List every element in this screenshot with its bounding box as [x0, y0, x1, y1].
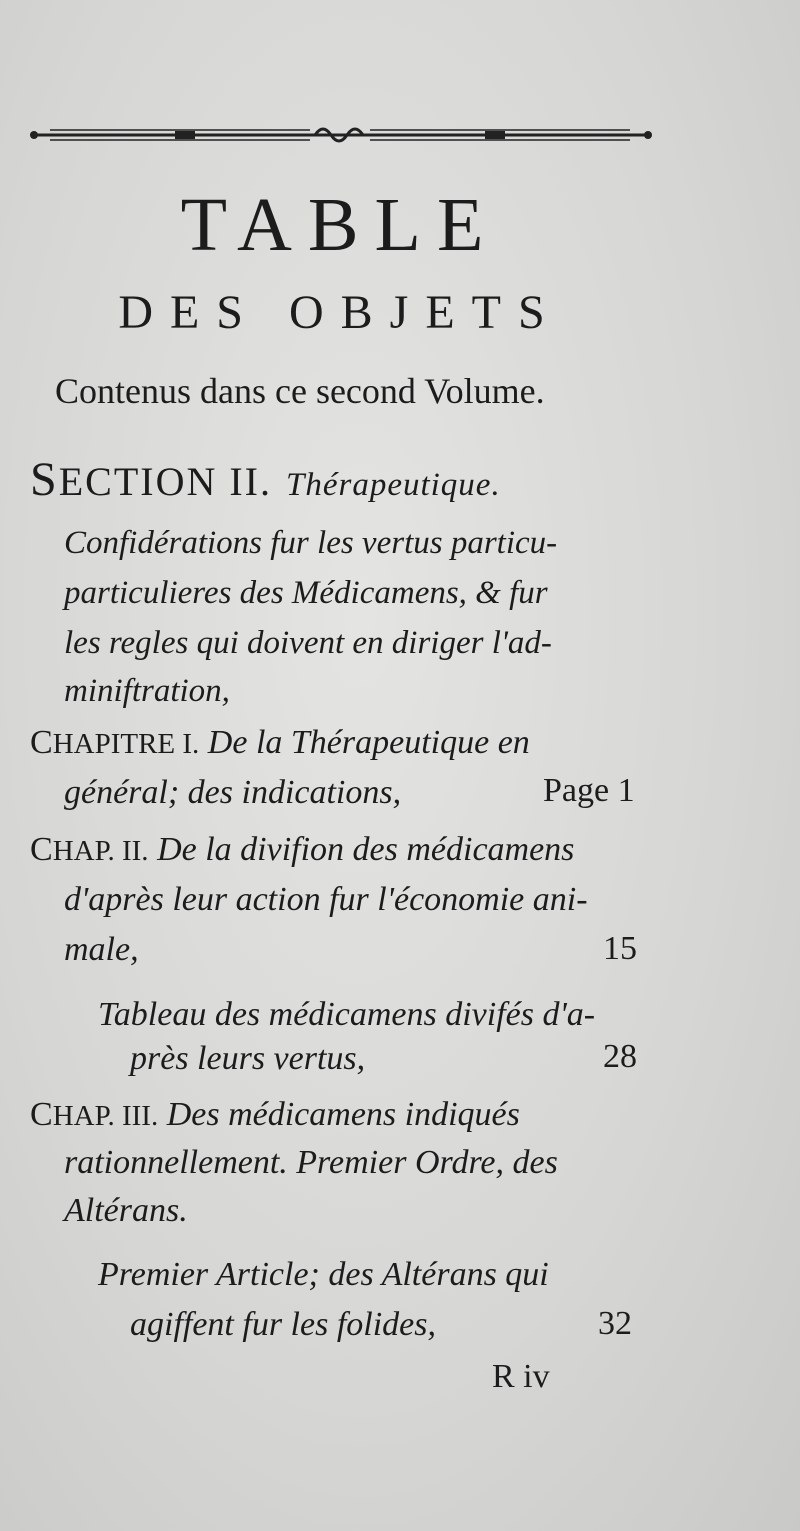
- chapter-title-text: male,: [64, 931, 139, 968]
- section-description-line: particulieres des Médicamens, & fur: [64, 575, 548, 611]
- section-label-rest: ECTION II.: [58, 459, 272, 504]
- chapter-title-text: général; des indications,: [64, 774, 402, 811]
- table-entry-line: [130, 1034, 365, 1084]
- article-title-text: agiffent fur les folides,: [130, 1306, 436, 1343]
- chapter-label-initial: C: [30, 831, 53, 868]
- section-heading: [30, 452, 501, 507]
- contents-caption: Contenus dans ce second Volume.: [55, 371, 545, 411]
- section-label-initial: S: [30, 453, 59, 506]
- table-entry: [98, 990, 595, 1040]
- chapter-title-text: rationnellement. Premier Ordre, des: [64, 1144, 558, 1181]
- page-title: TABLE: [180, 183, 500, 267]
- chapter-1-entry: [30, 718, 530, 769]
- chapter-2-entry: [30, 825, 574, 876]
- article-entry: [98, 1250, 549, 1300]
- section-description-line: les regles qui doivent en diriger l'ad-: [64, 625, 552, 661]
- chapter-title-line: [64, 768, 401, 818]
- page-subtitle: DES OBJETS: [118, 286, 562, 339]
- chapter-label-rest: HAPITRE I.: [52, 728, 200, 760]
- chapter-title-line: [64, 875, 588, 925]
- chapter-title-line: [64, 925, 139, 975]
- chapter-title-line: [64, 1138, 558, 1188]
- section-description-line: miniftration,: [64, 673, 230, 709]
- chapter-title-text: d'après leur action fur l'économie ani-: [64, 881, 588, 918]
- chapter-title-line: De la Thérapeutique en: [207, 724, 530, 761]
- entry-title-text: près leurs vertus,: [130, 1040, 366, 1077]
- chapter-title-line: De la divifion des médicamens: [157, 831, 575, 868]
- page-number: 32: [598, 1305, 632, 1342]
- signature-mark: R iv: [492, 1358, 550, 1395]
- article-entry-line: [130, 1300, 436, 1350]
- decorative-rule-ornament: [30, 120, 652, 150]
- entry-title-line: Tableau des médicamens divifés d'a-: [98, 996, 596, 1033]
- article-title-line: Premier Article; des Altérans qui: [98, 1256, 549, 1293]
- chapter-label-initial: C: [30, 724, 53, 761]
- chapter-label-rest: HAP. II.: [52, 835, 149, 867]
- chapter-title-line: Des médicamens indiqués: [166, 1096, 520, 1133]
- page-number: 28: [603, 1038, 637, 1075]
- page-number: 15: [603, 930, 637, 967]
- chapter-label-rest: HAP. III.: [52, 1100, 159, 1132]
- chapter-title-line: [64, 1186, 188, 1236]
- page-number: Page 1: [543, 772, 635, 809]
- chapter-label-initial: C: [30, 1096, 53, 1133]
- chapter-3-entry: [30, 1090, 520, 1141]
- section-description-line: Confidérations fur les vertus particu-: [64, 525, 558, 561]
- section-subject: Thérapeutique.: [285, 467, 501, 503]
- chapter-title-text: Altérans.: [64, 1192, 188, 1229]
